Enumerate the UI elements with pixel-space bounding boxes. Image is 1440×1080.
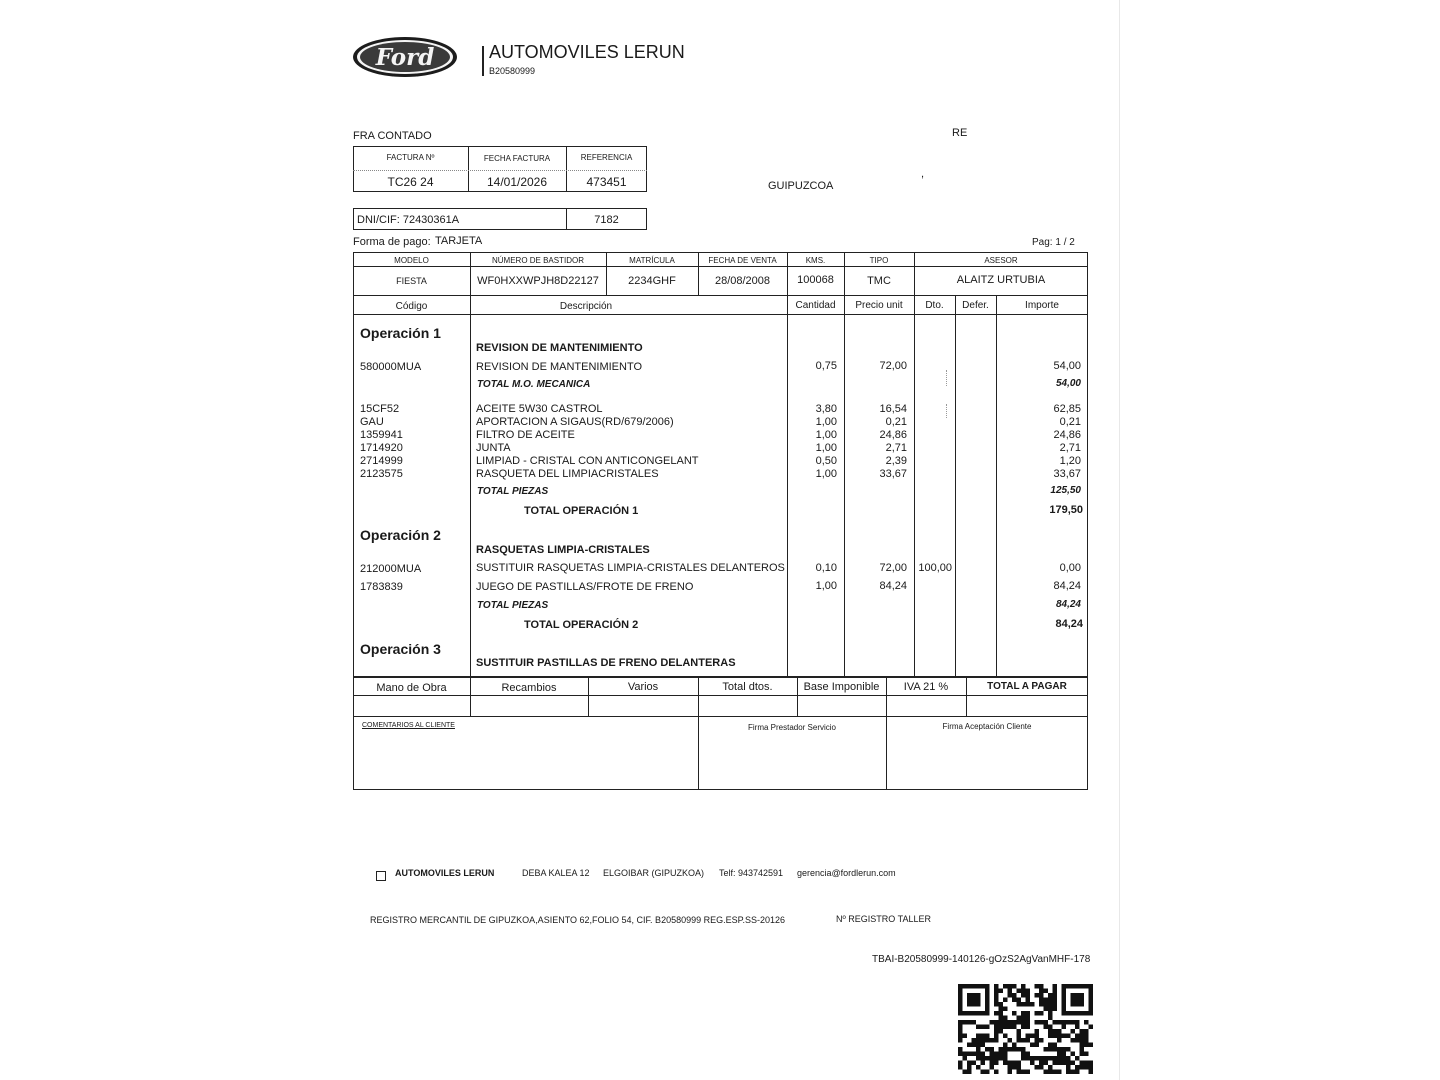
provider-signature-label: Firma Prestador Servicio — [747, 723, 837, 732]
part-unit-price: 2,39 — [885, 455, 907, 467]
part-description: FILTRO DE ACEITE — [476, 429, 575, 441]
invoice-reference: 473451 — [586, 175, 627, 189]
part-description: ACEITE 5W30 CASTROL — [476, 403, 603, 415]
operation-3-heading: SUSTITUIR PASTILLAS DE FRENO DELANTERAS — [476, 657, 736, 669]
totals-tax-base: Base Imponible — [803, 681, 880, 693]
footer-email: gerencia@fordlerun.com — [797, 868, 896, 878]
line-amount: 84,24 — [1053, 580, 1081, 592]
line-discount: 100,00 — [918, 562, 952, 574]
col-unit-price: Precio unit — [855, 300, 903, 311]
col-deferred: Defer. — [962, 300, 989, 311]
line-description: JUEGO DE PASTILLAS/FROTE DE FRENO — [476, 581, 694, 593]
col-description: Descripción — [559, 301, 613, 312]
comma-mark: , — [921, 168, 925, 180]
totals-vat: IVA 21 % — [903, 681, 949, 693]
vehicle-header-advisor: ASESOR — [984, 256, 1018, 265]
line-code: 1783839 — [360, 581, 403, 593]
part-code: 2123575 — [360, 468, 403, 480]
part-amount: 62,85 — [1053, 403, 1081, 415]
vehicle-header-kms: KMS. — [805, 256, 826, 265]
divider — [787, 296, 788, 677]
invoice-type: FRA CONTADO — [353, 130, 432, 142]
divider — [844, 296, 845, 677]
part-description: RASQUETA DEL LIMPIACRISTALES — [476, 468, 659, 480]
part-code: 2714999 — [360, 455, 403, 467]
qr-code — [958, 984, 1095, 1074]
part-amount: 24,86 — [1053, 429, 1081, 441]
line-unit-price: 72,00 — [879, 360, 907, 372]
part-quantity: 0,50 — [815, 455, 837, 467]
footer-registry: REGISTRO MERCANTIL DE GIPUZKOA,ASIENTO 62,FOLIO 54, CIF. B20580999 REG.ESP.SS-20126 — [370, 915, 785, 925]
comments-label: COMENTARIOS AL CLIENTE — [362, 722, 455, 729]
invoice-number-label: FACTURA Nº — [386, 153, 435, 162]
part-quantity: 1,00 — [815, 468, 837, 480]
footer-phone: Telf: 943742591 — [719, 868, 784, 878]
part-amount: 0,21 — [1059, 416, 1081, 428]
part-code: GAU — [360, 416, 384, 428]
page-number: Pag: 1 / 2 — [1032, 237, 1075, 248]
payment-value: TARJETA — [435, 235, 483, 247]
line-quantity: 0,75 — [815, 360, 837, 372]
invoice-reference-label: REFERENCIA — [580, 153, 633, 162]
operation-1-heading: REVISION DE MANTENIMIENTO — [476, 342, 643, 354]
labour-total-label: TOTAL M.O. MECANICA — [477, 379, 591, 390]
part-unit-price: 16,54 — [879, 403, 907, 415]
divider — [470, 296, 471, 677]
part-code: 1714920 — [360, 442, 403, 454]
totals-labour: Mano de Obra — [376, 682, 447, 694]
svg-text:Ford: Ford — [375, 44, 435, 71]
vehicle-header-model: MODELO — [394, 256, 429, 265]
payment-label: Forma de pago: — [353, 236, 431, 248]
invoice-date: 14/01/2026 — [486, 175, 548, 189]
line-unit-price: 84,24 — [879, 580, 907, 592]
vehicle-type: TMC — [867, 275, 891, 287]
line-amount: 54,00 — [1053, 360, 1081, 372]
totals-discounts: Total dtos. — [722, 681, 773, 693]
divider — [353, 695, 1088, 696]
lines-table — [353, 296, 1088, 677]
client-dni: DNI/CIF: 72430361A — [357, 214, 460, 226]
header-divider — [482, 46, 484, 76]
part-amount: 1,20 — [1059, 455, 1081, 467]
footer-address: DEBA KALEA 12 — [522, 868, 590, 878]
vehicle-plate: 2234GHF — [628, 275, 676, 287]
part-code: 15CF52 — [360, 403, 400, 415]
part-quantity: 3,80 — [815, 403, 837, 415]
invoice-number: TC26 24 — [387, 175, 434, 189]
vehicle-sale-date: 28/08/2008 — [714, 275, 771, 287]
parts-total-label: TOTAL PIEZAS — [477, 600, 549, 611]
part-quantity: 1,00 — [815, 416, 837, 428]
operation-1-total: 179,50 — [1049, 504, 1083, 516]
operation-3-title: Operación 3 — [360, 641, 441, 657]
divider — [353, 314, 1088, 315]
part-description: LIMPIAD - CRISTAL CON ANTICONGELANT — [476, 455, 699, 467]
line-unit-price: 72,00 — [879, 562, 907, 574]
part-quantity: 1,00 — [815, 429, 837, 441]
footer-company: AUTOMOVILES LERUN — [395, 868, 495, 878]
invoice-date-label: FECHA FACTURA — [483, 154, 551, 163]
labour-total: 54,00 — [1055, 378, 1081, 389]
vehicle-model: FIESTA — [396, 276, 427, 286]
col-amount: Importe — [1025, 300, 1059, 311]
vehicle-header-plate: MATRÍCULA — [629, 256, 675, 265]
vehicle-kms: 100068 — [797, 274, 834, 286]
vehicle-vin: WF0HXXWPJH8D22127 — [477, 275, 599, 287]
vehicle-advisor: ALAITZ URTUBIA — [956, 274, 1046, 286]
operation-2-heading: RASQUETAS LIMPIA-CRISTALES — [476, 544, 650, 556]
part-unit-price: 0,21 — [885, 416, 907, 428]
corner-fragment: RE — [952, 127, 968, 139]
vehicle-header-vin: NÚMERO DE BASTIDOR — [491, 256, 584, 265]
part-unit-price: 2,71 — [885, 442, 907, 454]
vehicle-header-type: TIPO — [869, 256, 889, 265]
operation-1-title: Operación 1 — [360, 325, 441, 341]
line-code: 580000MUA — [360, 361, 422, 373]
footer-city: ELGOIBAR (GIPUZKOA) — [603, 868, 705, 878]
divider — [353, 170, 647, 171]
operation-2-total-label: TOTAL OPERACIÓN 2 — [524, 619, 639, 631]
part-quantity: 1,00 — [815, 442, 837, 454]
checkbox-icon — [376, 871, 386, 881]
parts-total: 84,24 — [1055, 599, 1081, 610]
mark — [946, 370, 947, 386]
totals-parts: Recambios — [501, 682, 557, 694]
totals-to-pay: TOTAL A PAGAR — [987, 681, 1067, 692]
vehicle-header-sale-date: FECHA DE VENTA — [708, 256, 777, 265]
operation-1-total-label: TOTAL OPERACIÓN 1 — [524, 505, 639, 517]
col-code: Código — [395, 301, 428, 312]
divider — [914, 296, 915, 677]
part-description: JUNTA — [476, 442, 511, 454]
line-quantity: 1,00 — [815, 580, 837, 592]
part-unit-price: 33,67 — [879, 468, 907, 480]
parts-list — [353, 403, 1088, 483]
tbai-code: TBAI-B20580999-140126-gOzS2AgVanMHF-178 — [872, 954, 1091, 965]
parts-total-label: TOTAL PIEZAS — [477, 486, 549, 497]
col-quantity: Cantidad — [795, 300, 836, 311]
part-amount: 2,71 — [1059, 442, 1081, 454]
company-name: AUTOMOVILES LERUN — [489, 42, 685, 62]
part-code: 1359941 — [360, 429, 403, 441]
line-description: REVISION DE MANTENIMIENTO — [476, 361, 643, 373]
client-code: 7182 — [594, 214, 619, 226]
client-signature-label: Firma Aceptación Cliente — [942, 722, 1032, 731]
line-code: 212000MUA — [360, 563, 422, 575]
part-amount: 33,67 — [1053, 468, 1081, 480]
ford-logo — [352, 36, 458, 78]
client-region: GUIPUZCOA — [768, 180, 834, 192]
divider — [353, 266, 1088, 267]
line-amount: 0,00 — [1059, 562, 1081, 574]
scan-edge — [1119, 0, 1120, 1080]
line-quantity: 0,10 — [815, 562, 837, 574]
col-discount: Dto. — [925, 300, 944, 311]
operation-2-title: Operación 2 — [360, 527, 441, 543]
part-unit-price: 24,86 — [879, 429, 907, 441]
operation-2-total: 84,24 — [1055, 618, 1083, 630]
parts-total: 125,50 — [1050, 485, 1081, 496]
divider — [955, 296, 956, 677]
footer-workshop-registry: Nº REGISTRO TALLER — [836, 914, 931, 924]
totals-misc: Varios — [627, 681, 659, 693]
part-description: APORTACION A SIGAUS(RD/679/2006) — [476, 416, 674, 428]
line-description: SUSTITUIR RASQUETAS LIMPIA-CRISTALES DELANTEROS — [476, 562, 785, 574]
company-cif: B20580999 — [489, 66, 536, 76]
